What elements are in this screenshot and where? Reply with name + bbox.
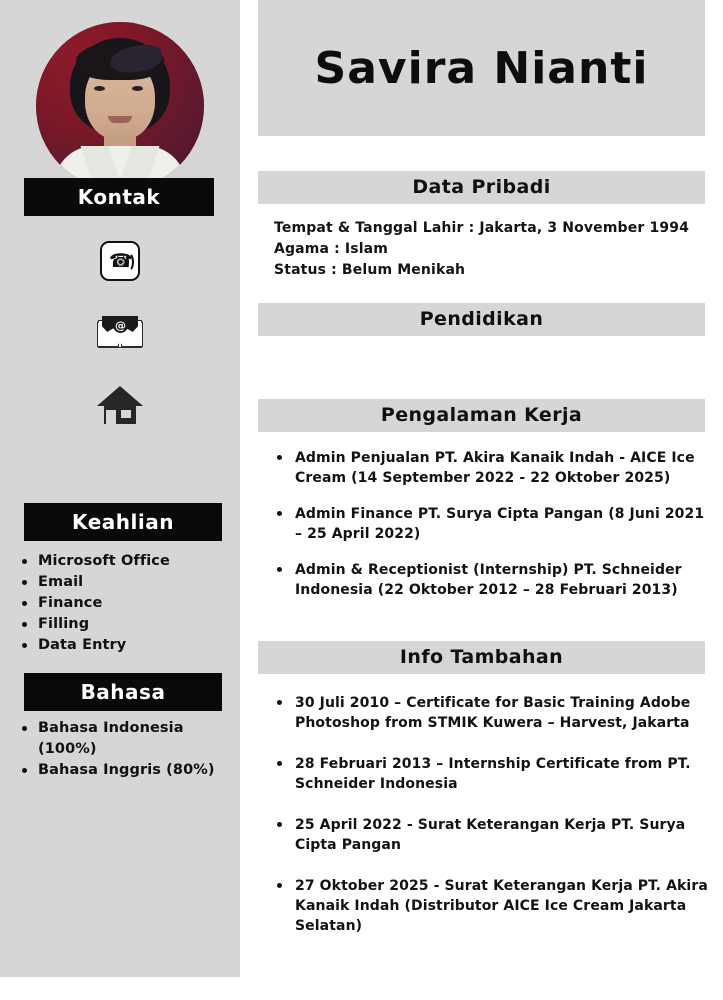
section-header-kontak: Kontak (24, 178, 214, 216)
contact-phone-row[interactable] (0, 225, 240, 297)
list-item: Finance (14, 593, 240, 614)
contact-address-row[interactable] (0, 369, 240, 441)
personal-data-line: Status : Belum Menikah (274, 262, 466, 278)
contact-email-row[interactable] (0, 297, 240, 369)
list-item: Email (14, 572, 240, 593)
list-item: Bahasa Inggris (80%) (14, 760, 240, 781)
list-item: Admin & Receptionist (Internship) PT. Schneider Indonesia (22 Oktober 2012 – 28 Februari 2013) (270, 560, 710, 600)
list-item: Microsoft Office (14, 551, 240, 572)
section-header-keahlian: Keahlian (24, 503, 222, 541)
languages-list (14, 718, 240, 781)
name-banner (258, 0, 705, 136)
list-item: Bahasa Indonesia (100%) (14, 718, 240, 760)
list-item: Admin Penjualan PT. Akira Kanaik Indah - AICE Ice Cream (14 September 2022 - 22 Oktober 2025) (270, 448, 710, 488)
list-item: Data Entry (14, 635, 240, 656)
list-item: 28 Februari 2013 – Internship Certificate from PT. Schneider Indonesia (270, 754, 710, 794)
personal-data-line: Tempat & Tanggal Lahir : Jakarta, 3 November 1994 (274, 220, 690, 236)
personal-data-line: Agama : Islam (274, 241, 389, 257)
section-header-data-pribadi: Data Pribadi (258, 171, 705, 204)
skills-list (14, 551, 240, 656)
home-icon (97, 386, 143, 424)
section-header-bahasa: Bahasa (24, 673, 222, 711)
email-icon: @ (98, 316, 142, 350)
list-item: Admin Finance PT. Surya Cipta Pangan (8 Juni 2021 – 25 April 2022) (270, 504, 710, 544)
personal-data-block (274, 218, 704, 281)
main-content (240, 0, 723, 1000)
section-header-info-tambahan: Info Tambahan (258, 641, 705, 674)
avatar (36, 22, 204, 190)
contact-icon-list (0, 225, 240, 441)
additional-info-list (270, 693, 710, 957)
experience-list (270, 448, 710, 616)
portrait-photo (36, 22, 204, 190)
phone-icon: ☎ (100, 241, 140, 281)
sidebar (0, 0, 240, 977)
list-item: 27 Oktober 2025 - Surat Keterangan Kerja PT. Akira Kanaik Indah (Distributor AICE Ice Cream Jakarta Selatan) (270, 876, 710, 936)
list-item: Filling (14, 614, 240, 635)
list-item: 30 Juli 2010 – Certificate for Basic Training Adobe Photoshop from STMIK Kuwera – Harvest, Jakarta (270, 693, 710, 733)
page-title: Savira Nianti (314, 42, 649, 94)
section-header-pendidikan: Pendidikan (258, 303, 705, 336)
section-header-pengalaman-kerja: Pengalaman Kerja (258, 399, 705, 432)
list-item: 25 April 2022 - Surat Keterangan Kerja PT. Surya Cipta Pangan (270, 815, 710, 855)
